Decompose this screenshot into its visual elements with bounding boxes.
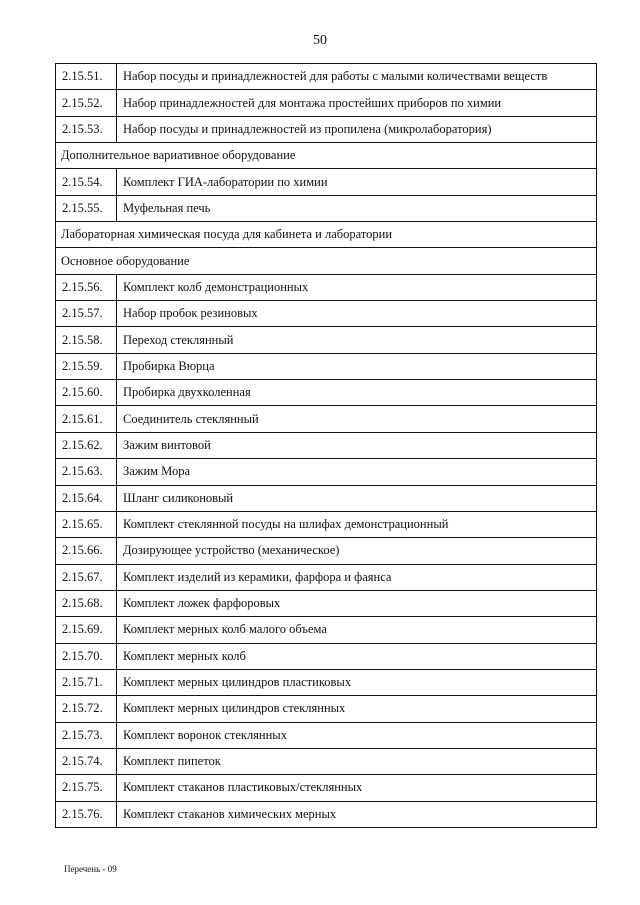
item-name: Зажим Мора [117,459,597,485]
item-name: Комплект мерных цилиндров пластиковых [117,669,597,695]
item-number: 2.15.72. [56,696,117,722]
item-number: 2.15.55. [56,195,117,221]
item-name: Набор посуды и принадлежностей для работы с малыми количествами веществ [117,64,597,90]
item-name: Пробирка Вюрца [117,353,597,379]
table-row [56,696,597,722]
item-number: 2.15.51. [56,64,117,90]
item-name: Муфельная печь [117,195,597,221]
item-number: 2.15.76. [56,801,117,827]
item-name: Набор пробок резиновых [117,301,597,327]
item-name: Дозирующее устройство (механическое) [117,538,597,564]
footer-label: Перечень - 09 [64,864,117,874]
item-name: Комплект мерных колб малого объема [117,617,597,643]
table-row [56,459,597,485]
section-row [56,248,597,274]
table-row [56,432,597,458]
table-row [56,775,597,801]
item-name: Комплект стаканов химических мерных [117,801,597,827]
item-name: Набор посуды и принадлежностей из пропилена (микролаборатория) [117,116,597,142]
item-name: Комплект мерных цилиндров стеклянных [117,696,597,722]
table-row [56,801,597,827]
item-number: 2.15.71. [56,669,117,695]
section-heading: Лабораторная химическая посуда для кабинета и лаборатории [56,222,597,248]
table-row [56,617,597,643]
item-number: 2.15.74. [56,748,117,774]
table-row [56,301,597,327]
item-number: 2.15.69. [56,617,117,643]
item-name: Комплект изделий из керамики, фарфора и фаянса [117,564,597,590]
section-heading: Основное оборудование [56,248,597,274]
table-row [56,195,597,221]
item-number: 2.15.53. [56,116,117,142]
item-name: Комплект ГИА-лаборатории по химии [117,169,597,195]
item-name: Зажим винтовой [117,432,597,458]
item-number: 2.15.58. [56,327,117,353]
item-name: Комплект воронок стеклянных [117,722,597,748]
table-row [56,116,597,142]
equipment-table [55,63,597,828]
section-row [56,143,597,169]
item-number: 2.15.70. [56,643,117,669]
item-name: Комплект мерных колб [117,643,597,669]
item-name: Комплект стаканов пластиковых/стеклянных [117,775,597,801]
item-number: 2.15.60. [56,380,117,406]
item-number: 2.15.57. [56,301,117,327]
item-number: 2.15.52. [56,90,117,116]
item-name: Комплект пипеток [117,748,597,774]
item-number: 2.15.64. [56,485,117,511]
item-number: 2.15.61. [56,406,117,432]
table-row [56,590,597,616]
table-row [56,406,597,432]
item-number: 2.15.54. [56,169,117,195]
table-row [56,643,597,669]
item-name: Комплект стеклянной посуды на шлифах демонстрационный [117,511,597,537]
section-row [56,222,597,248]
item-name: Комплект колб демонстрационных [117,274,597,300]
table-row [56,669,597,695]
table-row [56,511,597,537]
item-number: 2.15.67. [56,564,117,590]
table-row [56,564,597,590]
equipment-table-body [56,64,597,828]
table-row [56,90,597,116]
table-row [56,485,597,511]
item-name: Переход стеклянный [117,327,597,353]
item-number: 2.15.62. [56,432,117,458]
table-row [56,64,597,90]
item-name: Шланг силиконовый [117,485,597,511]
table-row [56,169,597,195]
item-number: 2.15.73. [56,722,117,748]
table-row [56,722,597,748]
table-row [56,380,597,406]
item-number: 2.15.68. [56,590,117,616]
item-number: 2.15.63. [56,459,117,485]
section-heading: Дополнительное вариативное оборудование [56,143,597,169]
table-row [56,327,597,353]
item-number: 2.15.56. [56,274,117,300]
table-row [56,274,597,300]
item-name: Комплект ложек фарфоровых [117,590,597,616]
item-number: 2.15.75. [56,775,117,801]
table-row [56,538,597,564]
table-row [56,748,597,774]
item-number: 2.15.59. [56,353,117,379]
page-number: 50 [313,33,327,48]
item-name: Набор принадлежностей для монтажа простейших приборов по химии [117,90,597,116]
item-number: 2.15.65. [56,511,117,537]
item-name: Соединитель стеклянный [117,406,597,432]
table-row [56,353,597,379]
item-name: Пробирка двухколенная [117,380,597,406]
item-number: 2.15.66. [56,538,117,564]
